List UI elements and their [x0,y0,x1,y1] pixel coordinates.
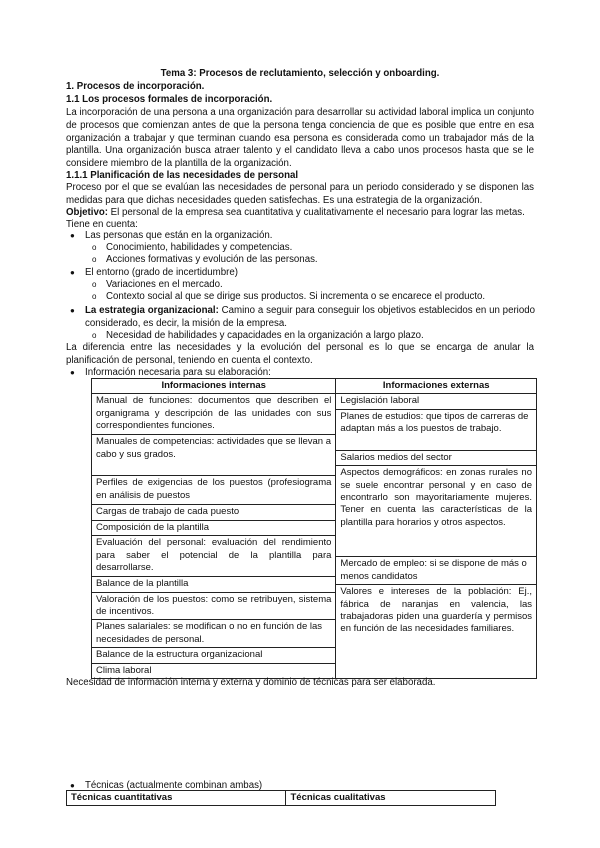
header-externas: Informaciones externas [336,379,537,394]
objetivo-line [66,207,534,220]
paragraph-diferencia: La diferencia entre las necesidades y la evolución del personal es lo que se encarga de anular la planificación de personal, teniendo en cuenta el contexto. [66,342,534,366]
bullet-tecnicas: Técnicas (actualmente combinan ambas) [85,780,263,791]
tiene-en-cuenta: Tiene en cuenta: [66,219,138,230]
header-cualitativas: Técnicas cualitativas [286,791,496,806]
internas-item: Planes salariales: se modifican o no en función de las necesidades de personal. [92,620,335,648]
externas-item: Aspectos demográficos: en zonas rurales no se suele encontrar personal y en caso de encontrarlo son mayoritariamente mujeres. Tener en cuenta las características de la plantilla para horarios y otros aspectos. [336,466,536,557]
externas-item: Valores e intereses de la población: Ej., fábrica de naranjas en valencia, las trabajadoras piden una guardería y permisos en función de las necesidades familiares. [340,586,532,635]
bullet-informacion: Información necesaria para su elaboración: [85,367,271,378]
table-header-row [92,379,537,394]
paragraph-planificacion: Proceso por el que se evalúan las necesidades de personal para un periodo considerado y se disponen las medidas para que dichas necesidades queden satisfechas. Es una estrategia de la organización. [66,182,534,206]
externas-item: Salarios medios del sector [336,451,536,466]
bullet-personas: Las personas que están en la organización. [85,230,273,241]
tecnicas-header-row [67,791,496,806]
heading-1-1-1: 1.1.1 Planificación de las necesidades de personal [66,170,299,181]
bullet-icon: ● [70,231,75,240]
internas-item: Balance de la plantilla [92,577,335,592]
header-cuantitativas: Técnicas cuantitativas [67,791,286,806]
sub-bullet-icon: o [92,243,97,252]
internas-item: Clima laboral [96,664,152,676]
paragraph-necesidad: Necesidad de información interna y externa y dominio de técnicas para ser elaborada. [66,677,436,688]
sub-bullet-icon: o [92,255,97,264]
informaciones-table [91,378,537,679]
bullet-entorno: El entorno (grado de incertidumbre) [85,267,238,278]
heading-1-1: 1.1 Los procesos formales de incorporación. [66,94,273,105]
internas-item: Composición de la plantilla [92,521,335,536]
bullet-icon: ● [70,781,75,790]
internas-item: Evaluación del personal: evaluación del rendimiento para saber el potencial de la plantilla para desarrollarse. [92,536,335,577]
sub-bullet-contexto: Contexto social al que se dirige sus productos. Si incrementa o se encarece el producto. [106,291,486,302]
internas-item: Balance de la estructura organizacional [92,648,335,663]
internas-item: Manuales de competencias: actividades que se llevan a cabo y sus grados. [92,435,335,476]
sub-bullet-acciones: Acciones formativas y evolución de las personas. [106,254,318,265]
externas-column [336,394,537,679]
bullet-estrategia [85,305,535,331]
estrategia-text: Camino a seguir para conseguir los objetivos establecidos en un periodo considerado, es decir, la misión de la empresa. [85,305,536,329]
bullet-icon: ● [70,268,75,277]
sub-bullet-icon: o [92,331,97,340]
sub-bullet-conocimiento: Conocimiento, habilidades y competencias. [106,242,293,253]
externas-item: Mercado de empleo: si se dispone de más o menos candidatos [336,557,536,585]
doc-title: Tema 3: Procesos de reclutamiento, selección y onboarding. [160,68,440,79]
bullet-icon: ● [70,306,75,315]
estrategia-label: La estrategia organizacional: [85,305,219,316]
externas-item: Legislación laboral [336,394,536,409]
objetivo-text: El personal de la empresa sea cuantitativa y cualitativamente el necesario para lograr las metas. [107,207,525,218]
internas-item: Manual de funciones: documentos que describen el organigrama y descripción de las unidades con sus correspondientes funciones. [92,394,335,435]
heading-1: 1. Procesos de incorporación. [66,81,205,92]
internas-item: Valoración de los puestos: como se retribuyen, sistema de incentivos. [92,593,335,621]
internas-column [92,394,336,679]
bullet-icon: ● [70,368,75,377]
header-internas: Informaciones internas [92,379,336,394]
tecnicas-table [66,790,496,806]
externas-item: Planes de estudios: que tipos de carreras de adaptan más a los puestos de trabajo. [336,410,536,451]
sub-bullet-variaciones: Variaciones en el mercado. [106,279,223,290]
internas-item: Cargas de trabajo de cada puesto [92,505,335,520]
table-body-row [92,394,537,679]
sub-bullet-icon: o [92,292,97,301]
internas-item: Perfiles de exigencias de los puestos (profesiograma en análisis de puestos [92,476,335,505]
sub-bullet-habilidades: Necesidad de habilidades y capacidades en la organización a largo plazo. [106,330,424,341]
objetivo-label: Objetivo: [66,207,108,218]
sub-bullet-icon: o [92,280,97,289]
paragraph-intro: La incorporación de una persona a una organización para desarrollar su actividad laboral implica un conjunto de procesos que comienzan antes de que la persona tenga conciencia de que es posible que entre en esa organización a trabajar y que terminan cuando esa persona es considerada como un trabajador más de la plantilla. Una organización busca atraer talento y el candidato lleva a cabo unos procesos hasta que se le considere miembro de la plantilla de la organización. [66,107,534,170]
